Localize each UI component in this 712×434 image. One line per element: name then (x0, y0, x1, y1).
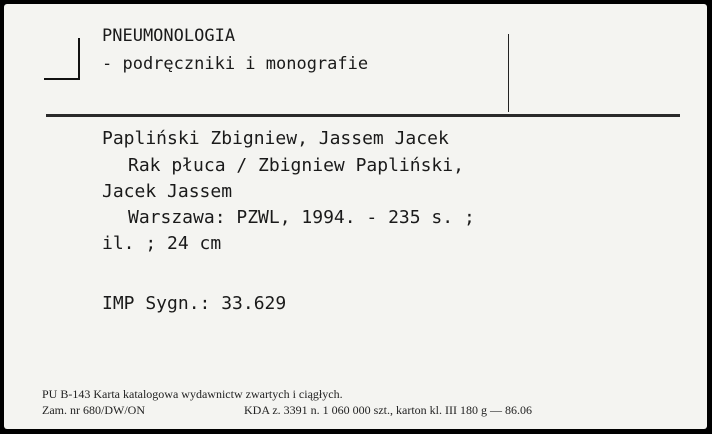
catalog-card (4, 4, 707, 429)
subject-subheading: - podręczniki i monografie (102, 54, 369, 74)
entry-line-authors: Papliński Zbigniew, Jassem Jacek (102, 128, 449, 149)
card-print-info: KDA z. 3391 n. 1 060 000 szt., karton kl. III 180 g — 86.06 (244, 403, 532, 417)
entry-line-physical: il. ; 24 cm (102, 233, 222, 254)
entry-line-title-cont: Jacek Jassem (102, 181, 233, 202)
corner-mark-horizontal (44, 78, 80, 80)
heading-right-rule (508, 34, 509, 112)
card-form-note: PU B-143 Karta katalogowa wydawnictw zwartych i ciągłych. (42, 387, 343, 401)
corner-mark-vertical (78, 38, 80, 80)
call-number: IMP Sygn.: 33.629 (102, 293, 287, 314)
entry-line-title: Rak płuca / Zbigniew Papliński, (128, 155, 464, 176)
card-order-number: Zam. nr 680/DW/ON (42, 403, 145, 417)
heading-divider (46, 114, 680, 117)
entry-line-publication: Warszawa: PZWL, 1994. - 235 s. ; (128, 207, 475, 228)
subject-heading: PNEUMONOLOGIA (102, 26, 236, 46)
